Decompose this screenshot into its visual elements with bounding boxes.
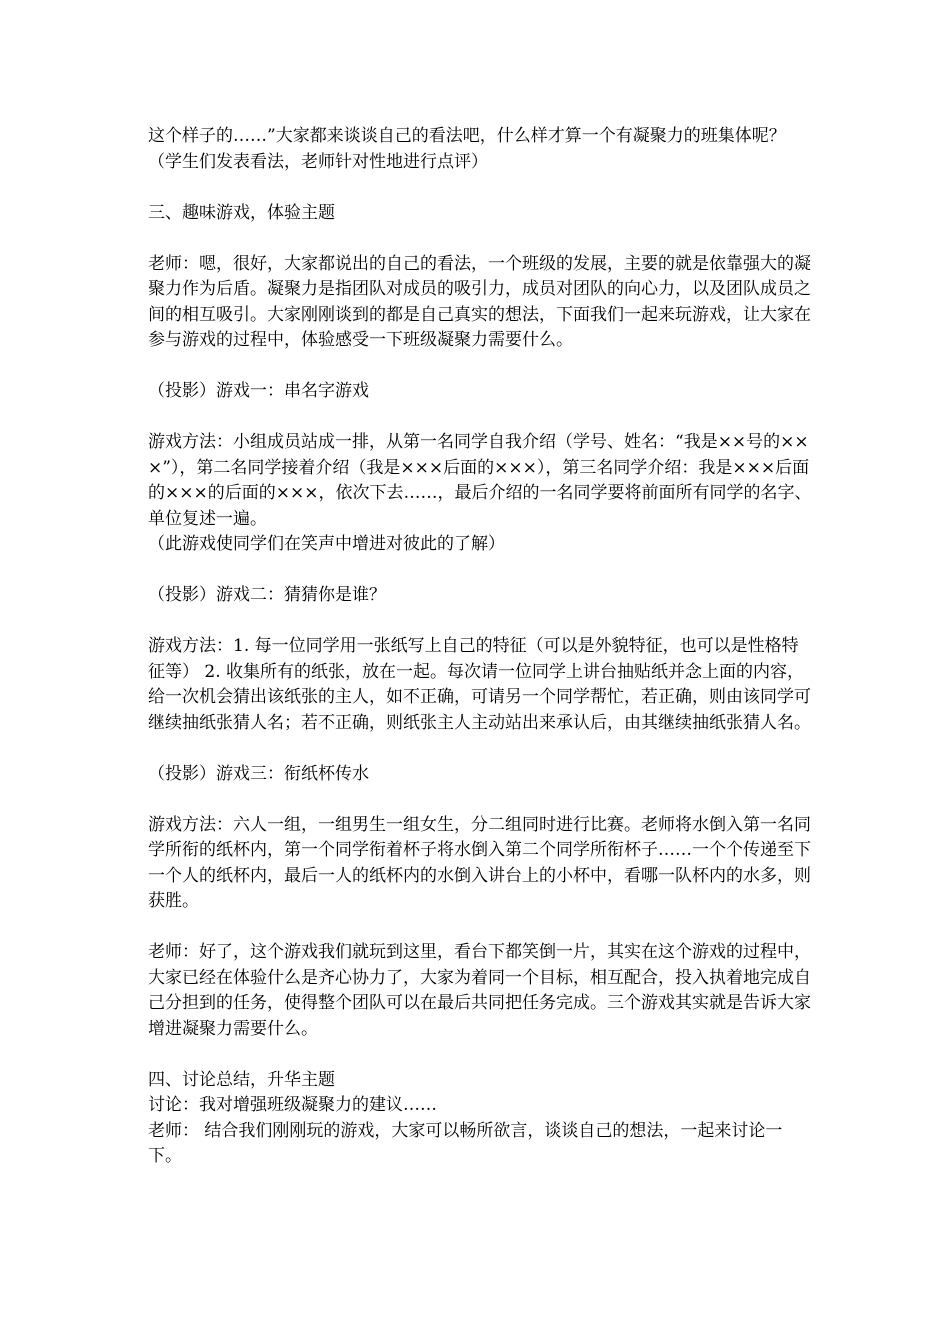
paragraph-teacher-discussion: 老师： 结合我们刚刚玩的游戏，大家可以畅所欲言，谈谈自己的想法，一起来讨论一下。 [148, 1120, 783, 1166]
section-heading-games: 三、趣味游戏，体验主题 [148, 202, 335, 223]
paragraph-gap [148, 175, 812, 201]
document-body [148, 124, 812, 1170]
game-one-note: （此游戏使同学们在笑声中增进对彼此的了解） [148, 534, 505, 554]
paragraph-discussion-topic: 讨论：我对增强班级凝聚力的建议…… [148, 1095, 437, 1115]
game-three-title: （投影）游戏三：衔纸杯传水 [148, 763, 369, 784]
paragraph-gap [148, 354, 812, 380]
paragraph-student-comments: （学生们发表看法，老师针对性地进行点评） [148, 151, 488, 172]
paragraph-gap [148, 558, 812, 584]
paragraph-gap [148, 915, 812, 941]
paragraph-gap [148, 787, 812, 813]
game-one-title: （投影）游戏一：串名字游戏 [148, 381, 369, 401]
game-three-method: 游戏方法：六人一组，一组男生一组女生，分二组同时进行比赛。老师将水倒入第一名同学所衔的纸杯内，第一个同学衔着杯子将水倒入第二个同学所衔杯子……一个个传递至下一个人的纸杯内，最后一人的纸杯内的水倒入讲台上的小杯中，看哪一队杯内的水多，则获胜。 [148, 814, 811, 911]
paragraph-gap [148, 1042, 812, 1068]
game-two-method: 游戏方法：1. 每一位同学用一张纸写上自己的特征（可以是外貌特征，也可以是性格特征等） 2. 收集所有的纸张，放在一起。每次请一位同学上讲台抽贴纸并念上面的内容，给一次机会猜出该纸张的主人，如不正确，可请另一个同学帮忙，若正确，则由该同学可继续抽纸张猜人名；若不正确，则纸张主人主动站出来承认后，由其继续抽纸张猜人名。 [148, 636, 811, 733]
paragraph-teacher-cohesion: 老师：嗯，很好，大家都说出的自己的看法，一个班级的发展，主要的就是依靠强大的凝聚力作为后盾。凝聚力是指团队对成员的吸引力，成员对团队的向心力，以及团队成员之间的相互吸引。大家刚刚谈到的都是自己真实的想法，下面我们一起来玩游戏，让大家在参与游戏的过程中，体验感受一下班级凝聚力需要什么。 [148, 253, 811, 350]
paragraph-gap [148, 405, 812, 431]
paragraph-gap [148, 609, 812, 635]
paragraph-teacher-summary: 老师：好了，这个游戏我们就玩到这里，看台下都笑倒一片，其实在这个游戏的过程中，大家已经在体验什么是齐心协力了，大家为着同一个目标，相互配合，投入执着地完成自己分担到的任务，使得整个团队可以在最后共同把任务完成。三个游戏其实就是告诉大家增进凝聚力需要什么。 [148, 942, 811, 1039]
game-one-method: 游戏方法：小组成员站成一排，从第一名同学自我介绍（学号、姓名：“我是××号的×××”），第二名同学接着介绍（我是×××后面的×××），第三名同学介绍：我是×××后面的×××的后面的×××，依次下去……，最后介绍的一名同学要将前面所有同学的名字、单位复述一遍。 [148, 432, 812, 529]
game-two-title: （投影）游戏二：猜猜你是谁？ [148, 585, 386, 605]
paragraph-gap [148, 226, 812, 252]
paragraph-gap [148, 736, 812, 762]
paragraph-intro-question: 这个样子的……”大家都来谈谈自己的看法吧，什么样才算一个有凝聚力的班集体呢？ [148, 126, 786, 146]
section-heading-discussion: 四、讨论总结，升华主题 [148, 1069, 335, 1090]
